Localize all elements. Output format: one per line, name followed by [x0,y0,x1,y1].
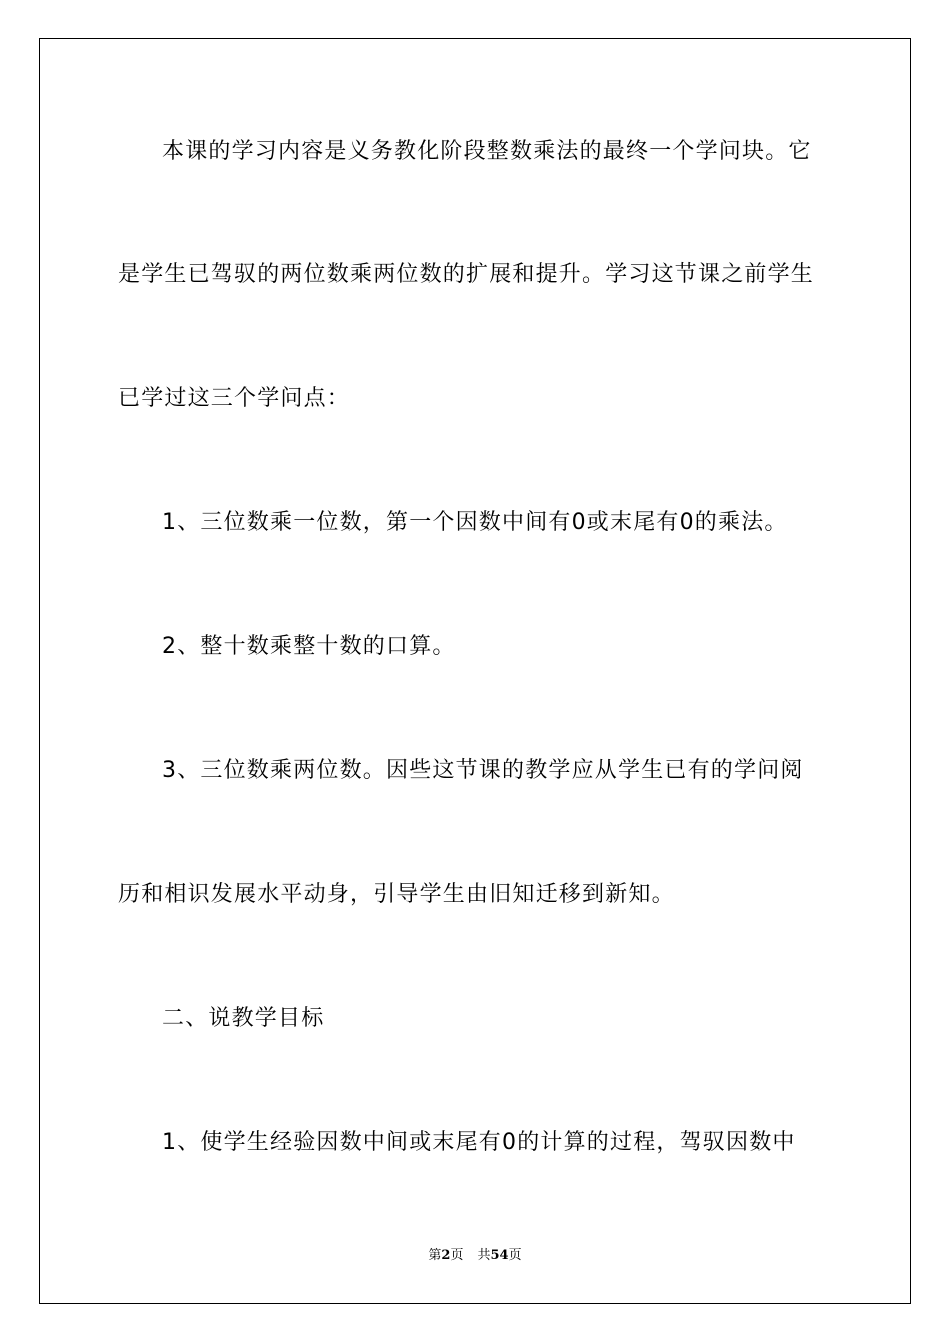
text-line: 已学过这三个学问点： [118,386,351,411]
text-line: 1、三位数乘一位数，第一个因数中间有0或末尾有0的乘法。 [162,510,788,535]
text-line: 本课的学习内容是义务教化阶段整数乘法的最终一个学问块。它 [162,139,812,164]
total-prefix: 共 [477,1248,491,1263]
text-line: 1、使学生经验因数中间或末尾有0的计算的过程，驾驭因数中 [162,1130,796,1155]
section-heading: 二、说教学目标 [162,1006,325,1031]
total-pages: 54 [490,1248,509,1263]
text-line: 2、整十数乘整十数的口算。 [162,634,456,659]
text-line: 是学生已驾驭的两位数乘两位数的扩展和提升。学习这节课之前学生 [118,262,815,287]
page-border [39,38,911,1304]
text-line: 3、三位数乘两位数。因些这节课的教学应从学生已有的学问阅 [162,758,804,783]
page-suffix: 页 [450,1248,464,1263]
page-prefix: 第 [428,1248,442,1263]
total-suffix: 页 [508,1248,522,1263]
page-footer [0,1247,950,1265]
text-line: 历和相识发展水平动身，引导学生由旧知迁移到新知。 [118,882,675,907]
page-number: 2 [441,1248,451,1263]
